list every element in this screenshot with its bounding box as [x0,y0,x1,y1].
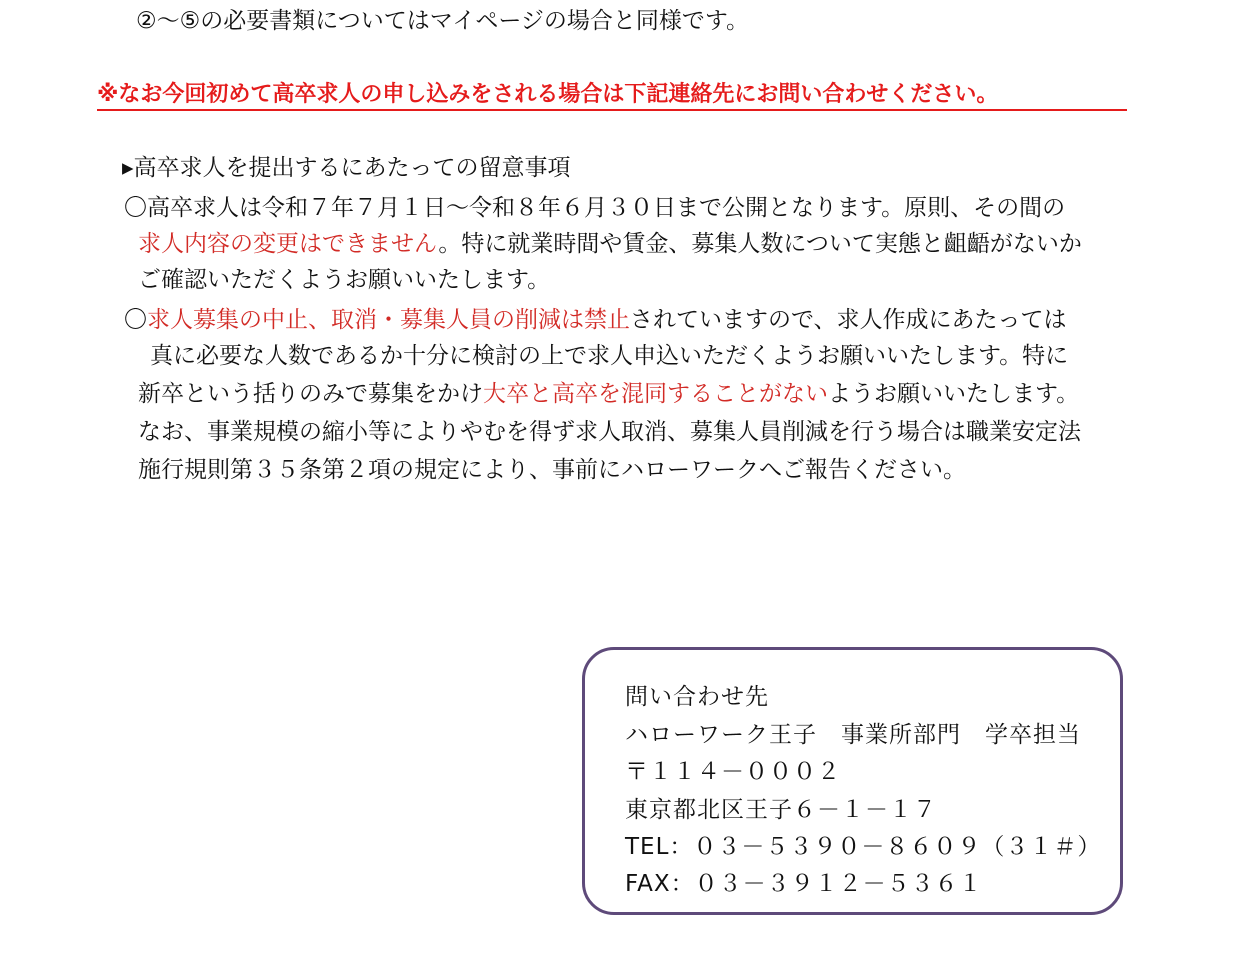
contact-office: ハローワーク王子 事業所部門 学卒担当 [625,722,1081,748]
item2-line5: 施行規則第３５条第２項の規定により、事前にハローワークへご報告ください。 [138,457,966,483]
contact-postal-code: 〒１１４－０００２ [625,759,841,785]
item2-line1-rest: されていますので、求人作成にあたっては [630,307,1067,333]
item1-line2-rest: 。特に就業時間や賃金、募集人数について実態と齟齬がないか [438,231,1082,257]
item1-no-change-warning: 求人内容の変更はできません [138,231,439,257]
item2-line4: なお、事業規模の縮小等によりやむを得ず求人取消、募集人員削減を行う場合は職業安定法 [138,419,1081,445]
contact-fax: FAX：０３－３９１２－５３６１ [625,871,983,897]
item1-line1: 〇高卒求人は令和７年７月１日～令和８年６月３０日まで公開となります。原則、その間の [124,195,1066,221]
item2-no-confusion-warning: 大卒と高卒を混同することがない [483,381,828,407]
contact-box [582,647,1123,915]
contact-address: 東京都北区王子６－１－１７ [625,797,937,823]
item2-prohibition-warning: 求人募集の中止、取消・募集人員の削減は禁止 [147,307,630,333]
item1-line3: ご確認いただくようお願いいたします。 [138,267,551,293]
item2-line3 [138,379,1079,409]
item2-line3-start: 新卒という括りのみで募集をかけ [138,381,483,407]
points-heading: ▸高卒求人を提出するにあたっての留意事項 [122,155,571,181]
contact-tel: TEL：０３－５３９０－８６０９（３１＃） [625,834,1102,860]
contact-title: 問い合わせ先 [625,684,769,710]
first-time-notice: ※なお今回初めて高卒求人の申し込みをされる場合は下記連絡先にお問い合わせください。 [97,82,999,107]
item2-line3-end: ようお願いいたします。 [828,381,1080,407]
documents-note: ②～⑤の必要書類についてはマイページの場合と同様です。 [136,8,750,34]
item2-line2: 真に必要な人数であるか十分に検討の上で求人申込いただくようお願いいたします。特に [150,343,1069,369]
item1-line2 [138,229,1082,259]
item2-line1 [124,305,1067,335]
notice-underline [97,109,1127,111]
item2-bullet: 〇 [124,307,147,333]
